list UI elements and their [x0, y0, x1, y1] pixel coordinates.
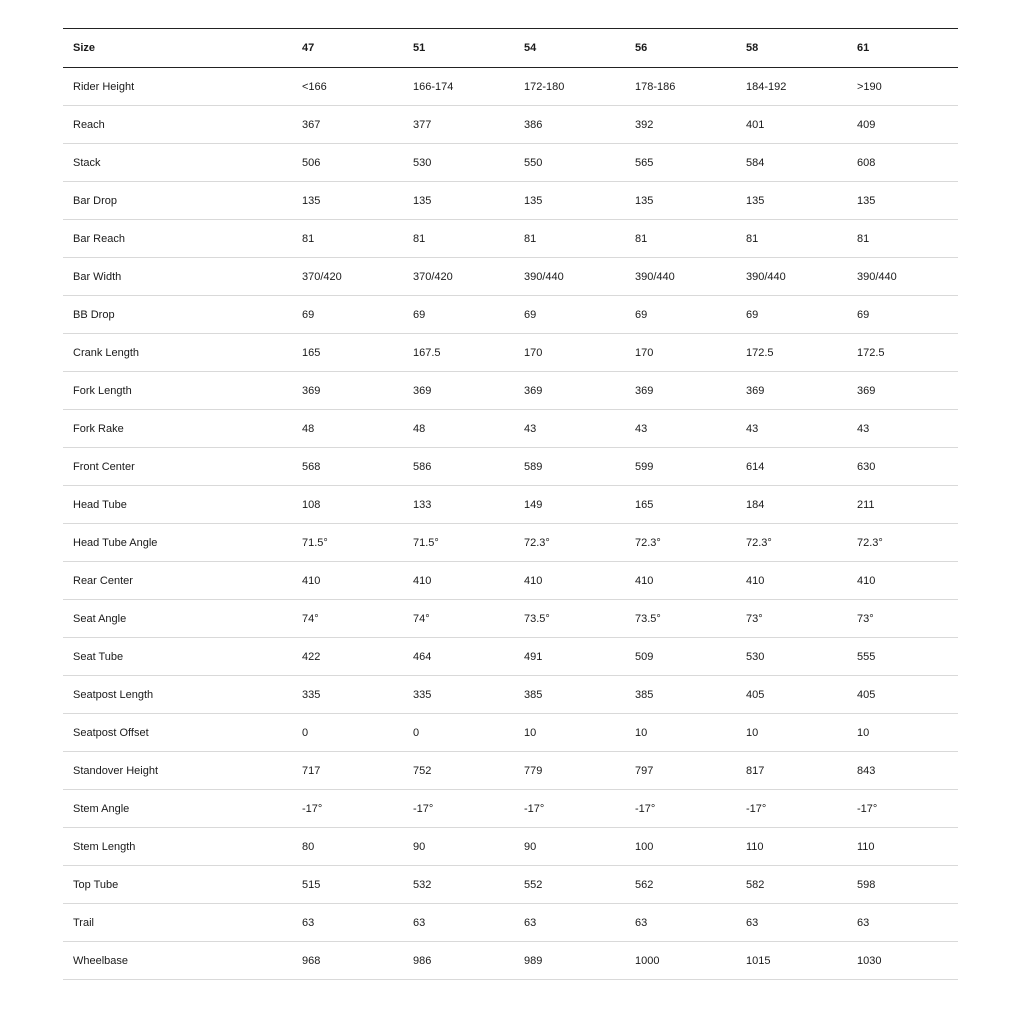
table-cell: 81: [524, 232, 537, 245]
table-cell: 135: [857, 194, 876, 207]
table-cell: 464: [413, 650, 432, 663]
table-cell: 410: [302, 574, 321, 587]
table-cell: 63: [857, 916, 870, 929]
table-cell: 43: [524, 422, 537, 435]
table-cell: 133: [413, 498, 432, 511]
table-cell: 515: [302, 878, 321, 891]
table-cell: 172-180: [524, 80, 565, 93]
table-cell: 410: [413, 574, 432, 587]
table-cell: 582: [746, 878, 765, 891]
header-size-label: Size: [73, 42, 96, 54]
table-cell: 405: [746, 688, 765, 701]
table-cell: >190: [857, 80, 882, 93]
table-cell: 74°: [302, 612, 319, 625]
table-cell: 506: [302, 156, 321, 169]
table-row: [63, 372, 958, 410]
table-cell: 555: [857, 650, 876, 663]
table-cell: 72.3°: [746, 536, 772, 549]
table-row: [63, 866, 958, 904]
table-cell: 598: [857, 878, 876, 891]
table-row: [63, 562, 958, 600]
table-cell: 63: [302, 916, 315, 929]
table-cell: 10: [524, 726, 537, 739]
table-cell: 390/440: [857, 270, 897, 283]
table-cell: 81: [302, 232, 315, 245]
table-cell: 72.3°: [635, 536, 661, 549]
table-cell: 586: [413, 460, 432, 473]
table-cell: 73°: [746, 612, 763, 625]
table-cell: 410: [857, 574, 876, 587]
table-cell: 989: [524, 954, 543, 967]
table-row: [63, 942, 958, 980]
header-size-56: 56: [635, 42, 648, 54]
table-row: [63, 106, 958, 144]
table-cell: 81: [413, 232, 426, 245]
table-cell: 172.5: [746, 346, 774, 359]
table-cell: 968: [302, 954, 321, 967]
table-cell: 369: [302, 384, 321, 397]
table-cell: -17°: [857, 802, 878, 815]
table-cell: 410: [635, 574, 654, 587]
table-cell: 369: [413, 384, 432, 397]
table-cell: 43: [857, 422, 870, 435]
table-cell: 409: [857, 118, 876, 131]
table-row: [63, 296, 958, 334]
table-cell: 165: [635, 498, 654, 511]
table-cell: 385: [524, 688, 543, 701]
table-cell: 377: [413, 118, 432, 131]
table-cell: 69: [413, 308, 426, 321]
row-label: Seat Angle: [73, 612, 127, 625]
table-cell: 369: [524, 384, 543, 397]
table-row: [63, 448, 958, 486]
table-cell: 986: [413, 954, 432, 967]
table-cell: -17°: [413, 802, 434, 815]
table-cell: 80: [302, 840, 315, 853]
row-label: Wheelbase: [73, 954, 129, 967]
table-cell: 752: [413, 764, 432, 777]
table-cell: 135: [413, 194, 432, 207]
row-label: Reach: [73, 118, 105, 131]
table-cell: 63: [746, 916, 759, 929]
table-cell: 73°: [857, 612, 874, 625]
row-label: Head Tube Angle: [73, 536, 158, 549]
table-row: [63, 410, 958, 448]
table-cell: 410: [524, 574, 543, 587]
table-cell: 509: [635, 650, 654, 663]
table-cell: 167.5: [413, 346, 441, 359]
row-label: Seatpost Offset: [73, 726, 149, 739]
row-label: Top Tube: [73, 878, 119, 891]
row-label: Stem Angle: [73, 802, 130, 815]
row-label: Fork Rake: [73, 422, 124, 435]
header-size-58: 58: [746, 42, 759, 54]
table-cell: 71.5°: [413, 536, 439, 549]
table-cell: 81: [857, 232, 870, 245]
table-row: [63, 182, 958, 220]
header-size-61: 61: [857, 42, 870, 54]
row-label: Stem Length: [73, 840, 136, 853]
table-cell: 550: [524, 156, 543, 169]
table-cell: -17°: [746, 802, 767, 815]
table-cell: 335: [413, 688, 432, 701]
table-row: [63, 334, 958, 372]
table-row: [63, 638, 958, 676]
row-label: Stack: [73, 156, 101, 169]
table-cell: 178-186: [635, 80, 676, 93]
row-label: Rider Height: [73, 80, 135, 93]
table-cell: 779: [524, 764, 543, 777]
table-cell: 184: [746, 498, 765, 511]
row-label: Head Tube: [73, 498, 127, 511]
table-cell: 1015: [746, 954, 771, 967]
table-cell: 568: [302, 460, 321, 473]
table-cell: 369: [857, 384, 876, 397]
table-cell: 110: [857, 840, 875, 853]
table-cell: 0: [302, 726, 309, 739]
table-cell: 608: [857, 156, 876, 169]
table-cell: 172.5: [857, 346, 885, 359]
row-label: Crank Length: [73, 346, 140, 359]
table-cell: 63: [635, 916, 648, 929]
table-row: [63, 714, 958, 752]
table-row: [63, 144, 958, 182]
table-cell: 69: [746, 308, 759, 321]
table-cell: 166-174: [413, 80, 454, 93]
table-cell: 390/440: [746, 270, 786, 283]
table-cell: 90: [524, 840, 537, 853]
row-label: Fork Length: [73, 384, 132, 397]
header-size-51: 51: [413, 42, 426, 54]
header-size-54: 54: [524, 42, 537, 54]
table-cell: 73.5°: [524, 612, 550, 625]
table-cell: 165: [302, 346, 321, 359]
table-row: [63, 676, 958, 714]
table-cell: 630: [857, 460, 876, 473]
table-cell: 552: [524, 878, 543, 891]
table-cell: 369: [746, 384, 765, 397]
table-row: [63, 220, 958, 258]
table-cell: 599: [635, 460, 654, 473]
table-row: [63, 68, 958, 106]
geometry-table-container: [63, 28, 957, 980]
table-cell: 73.5°: [635, 612, 661, 625]
table-cell: 72.3°: [524, 536, 550, 549]
row-label: Seat Tube: [73, 650, 124, 663]
table-cell: 0: [413, 726, 420, 739]
table-row: [63, 752, 958, 790]
table-cell: 63: [524, 916, 537, 929]
table-cell: 74°: [413, 612, 430, 625]
table-cell: 69: [857, 308, 870, 321]
table-cell: 170: [524, 346, 543, 359]
table-cell: 335: [302, 688, 321, 701]
table-row: [63, 904, 958, 942]
table-row: [63, 524, 958, 562]
table-cell: 530: [413, 156, 432, 169]
table-cell: 135: [635, 194, 654, 207]
table-cell: 386: [524, 118, 543, 131]
table-cell: 90: [413, 840, 426, 853]
table-cell: 184-192: [746, 80, 787, 93]
table-body: [63, 68, 958, 980]
row-label: Front Center: [73, 460, 135, 473]
table-cell: 135: [302, 194, 321, 207]
table-cell: 589: [524, 460, 543, 473]
table-cell: 43: [635, 422, 648, 435]
table-cell: 170: [635, 346, 654, 359]
table-row: [63, 600, 958, 638]
row-label: BB Drop: [73, 308, 115, 321]
table-cell: 1030: [857, 954, 882, 967]
table-cell: 390/440: [524, 270, 564, 283]
table-cell: 10: [635, 726, 648, 739]
table-row: [63, 486, 958, 524]
table-header: [63, 29, 958, 68]
table-cell: 491: [524, 650, 543, 663]
header-row: [63, 29, 958, 68]
table-cell: 422: [302, 650, 321, 663]
table-cell: <166: [302, 80, 327, 93]
table-cell: 405: [857, 688, 876, 701]
table-cell: 69: [524, 308, 537, 321]
table-cell: -17°: [635, 802, 656, 815]
row-label: Bar Width: [73, 270, 122, 283]
table-cell: 48: [413, 422, 426, 435]
table-cell: 48: [302, 422, 315, 435]
table-cell: 565: [635, 156, 654, 169]
table-cell: 843: [857, 764, 876, 777]
table-cell: 1000: [635, 954, 660, 967]
table-cell: 717: [302, 764, 321, 777]
header-size-47: 47: [302, 42, 315, 54]
row-label: Rear Center: [73, 574, 133, 587]
table-cell: 390/440: [635, 270, 675, 283]
table-cell: 81: [746, 232, 759, 245]
table-row: [63, 790, 958, 828]
row-label: Bar Drop: [73, 194, 118, 207]
table-cell: 108: [302, 498, 321, 511]
row-label: Trail: [73, 916, 94, 929]
table-cell: 63: [413, 916, 426, 929]
geometry-table: [63, 28, 958, 980]
table-cell: 69: [302, 308, 315, 321]
table-cell: 584: [746, 156, 765, 169]
table-cell: 401: [746, 118, 765, 131]
table-cell: 797: [635, 764, 654, 777]
table-cell: 370/420: [413, 270, 453, 283]
table-cell: 135: [746, 194, 765, 207]
table-cell: 43: [746, 422, 759, 435]
table-cell: 149: [524, 498, 543, 511]
table-cell: 72.3°: [857, 536, 883, 549]
row-label: Bar Reach: [73, 232, 125, 245]
table-cell: 392: [635, 118, 654, 131]
table-cell: 370/420: [302, 270, 342, 283]
table-cell: -17°: [302, 802, 323, 815]
table-cell: 10: [857, 726, 870, 739]
row-label: Standover Height: [73, 764, 158, 777]
table-cell: 532: [413, 878, 432, 891]
row-label: Seatpost Length: [73, 688, 154, 701]
table-cell: 69: [635, 308, 648, 321]
table-cell: 100: [635, 840, 654, 853]
table-cell: 562: [635, 878, 654, 891]
table-cell: 81: [635, 232, 648, 245]
table-cell: 71.5°: [302, 536, 328, 549]
table-cell: 369: [635, 384, 654, 397]
table-cell: 530: [746, 650, 765, 663]
table-row: [63, 258, 958, 296]
table-cell: 10: [746, 726, 759, 739]
table-cell: 367: [302, 118, 321, 131]
table-cell: 135: [524, 194, 543, 207]
table-row: [63, 828, 958, 866]
table-cell: 385: [635, 688, 654, 701]
table-cell: 817: [746, 764, 765, 777]
table-cell: 614: [746, 460, 765, 473]
table-cell: -17°: [524, 802, 545, 815]
table-cell: 211: [857, 498, 875, 511]
table-cell: 410: [746, 574, 765, 587]
table-cell: 110: [746, 840, 764, 853]
